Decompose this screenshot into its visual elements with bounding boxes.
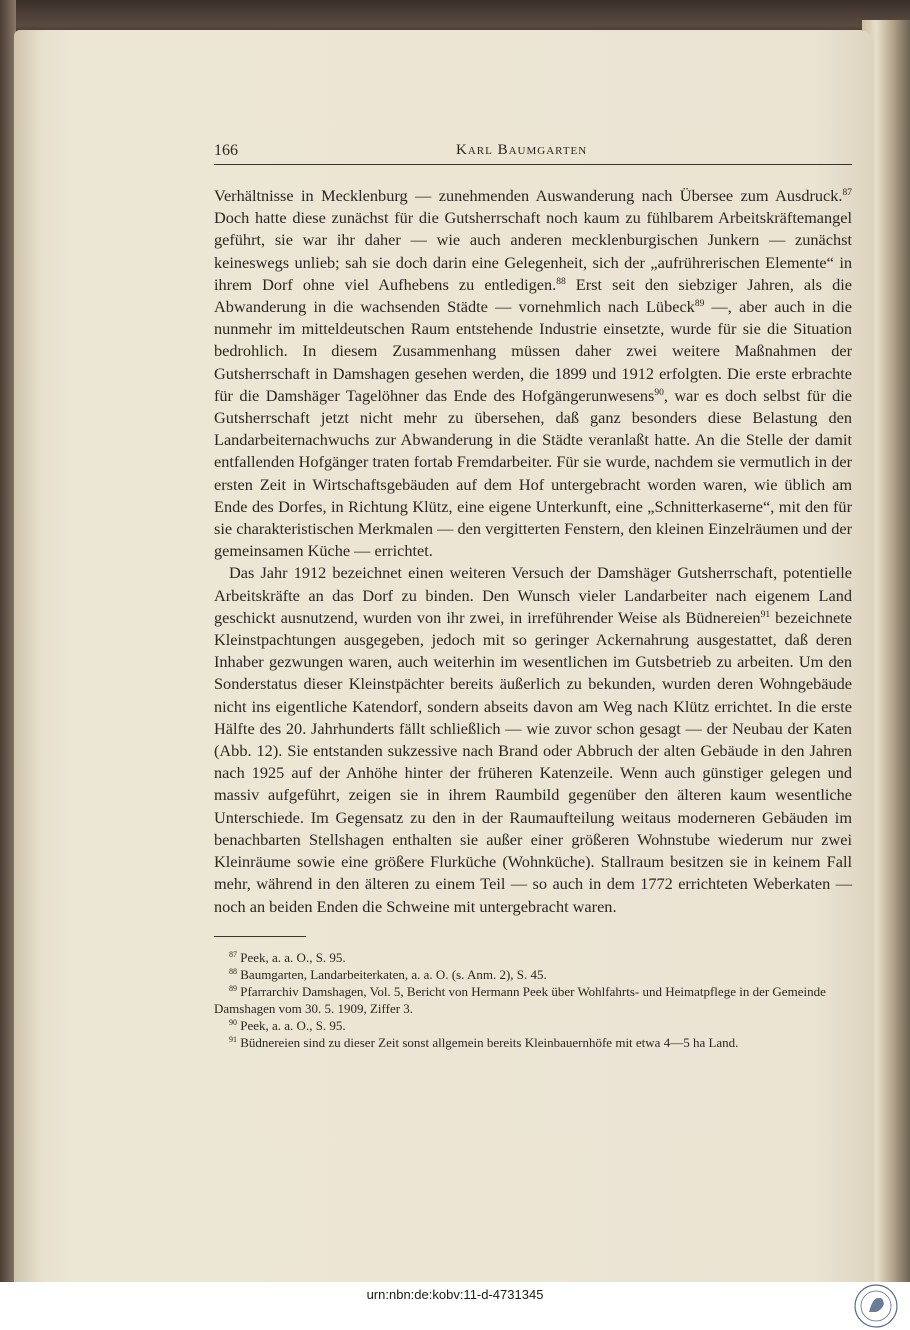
footnote [214,966,852,983]
footnotes [214,949,852,1051]
footnote-number: 90 [229,1017,237,1027]
text-segment: —, aber auch in die nunmehr im mitteldeutschen Raum entstehende Industrie einsetzte, wurde für sie die Situation bedrohlich. In diesem Zusammenhang müssen daher zwei weitere Maßnahmen der Gutsherrschaft in Damshagen gesehen werden, die 1899 und 1912 erfolgten. Die erste erbrachte für die Damshäger Tagelöhner das Ende des Hofgängerunwesens [214,297,852,405]
footnote-number: 91 [229,1034,237,1044]
footnote [214,949,852,966]
paragraph [214,185,852,562]
footnote-ref: 91 [760,609,771,620]
footnote-ref: 87 [842,188,852,198]
footnote-rule [214,936,306,937]
footnote-ref: 90 [654,387,664,398]
footnote-text: Peek, a. a. O., S. 95. [237,1017,346,1033]
text-segment: Doch hatte diese zunächst für die Gutsherrschaft noch kaum zu fühlbarem Arbeitskräftemangel geführt, sie war ihr daher — wie auch anderen mecklenburgischen Junkern — zunächst keineswegs unlieb; sah sie doch darin eine Gelegenheit, sich der „aufrührerischen Elemente“ in ihrem Dorf ohne viel Aufhebens zu entledigen. [214,208,852,294]
footnote [214,983,852,1017]
footnote-text: Pfarrarchiv Damshagen, Vol. 5, Bericht von Hermann Peek über Wohlfahrts- und Heimatpflege in der Gemeinde Damshagen vom 30. 5. 1909, Ziffer 3. [214,983,826,1016]
text-segment: Das Jahr 1912 bezeichnet einen weiteren Versuch der Damshäger Gutsherrschaft, potentielle Arbeitskräfte an das Dorf zu binden. Den Wunsch vieler Landarbeiter nach eigenem Land geschickt ausnutzend, wurden von ihr zwei, in irreführender Weise als Büdnereien [214,563,852,627]
book-page [14,30,874,1282]
footnote-text: Peek, a. a. O., S. 95. [237,949,346,965]
footnote-text: Baumgarten, Landarbeiterkaten, a. a. O. (s. Anm. 2), S. 45. [237,966,547,982]
text-segment: Erst seit den siebziger Jahren, als die Abwanderung in die wachsenden Städte — vornehmlich nach Lübeck [214,274,853,317]
footnote-number: 89 [229,983,237,993]
footnote [214,1017,852,1034]
footnote-number: 88 [229,966,237,976]
text-segment: bezeichnete Kleinstpachtungen ausgegeben, jedoch mit so geringer Ackernahrung ausgestattet, daß deren Inhaber gezwungen waren, auch weiterhin im wesentlichen im Gutsbetrieb zu arbeiten. Um den Sonderstatus dieser Kleinstpächter bereits äußerlich zu bekunden, wurden deren Wohngebäude nicht ins eigentliche Katendorf, sondern abseits davon am Weg nach Klütz errichtet. In die erste Hälfte des 20. Jahrhunderts fällt schließlich — wie zuvor schon gesagt — der Neubau der Katen (Abb. 12). Sie entstanden sukzessive nach Brand oder Abbruch der alten Gebäude in den Jahren nach 1925 auf der Anhöhe hinter der früheren Katenzeile. Wenn auch günstiger gelegen und massiv aufgeführt, zeigen sie in ihrem Raumbild gegenüber den älteren kaum wesentliche Unterschiede. Im Gegensatz zu den in der Raumaufteilung weitaus moderneren Gebäuden im benachbarten Stellshagen enthalten sie außer einer größeren Wohnstube wiederum nur zwei Kleinräume sowie eine größere Flurküche (Wohnküche). Stallraum besitzen sie in keinem Fall mehr, während in den älteren zu einem Teil — so auch in dem 1772 errichteten Weberkaten — noch an beiden Enden die Schweine mit untergebracht waren. [214,607,852,916]
page-content [214,138,852,1051]
footnote [214,1034,852,1051]
running-title: Karl Baumgarten [456,142,588,158]
footnote-number: 87 [229,949,237,959]
paragraph [214,562,852,917]
footnote-ref: 88 [556,276,566,287]
footnote-ref: 89 [694,299,705,310]
text-segment: , war es doch selbst für die Gutsherrschaft jetzt nicht mehr zu übersehen, daß ganz besonders diese Belastung den Landarbeiternachwuchs zur Abwanderung in die Städte veranlaßt hatte. An die Stelle der damit entfallenden Hofgänger traten fortab Fremdarbeiter. Für sie wurde, nachdem sie vermutlich in der ersten Zeit in Wirtschaftsgebäuden auf dem Hof untergebracht worden waren, wie üblich am Ende des Dorfes, in Richtung Klütz, eine eigene Unterkunft, eine „Schnitterkaserne“, mit den für sie charakteristischen Merkmalen — den vergitterten Fenstern, den kleinen Einzelräumen und der gemeinsamen Küche — errichtet. [214,385,852,561]
body-text [214,185,852,918]
footnote-text: Büdnereien sind zu dieser Zeit sonst allgemein bereits Kleinbauernhöfe mit etwa 4—5 ha Land. [237,1034,739,1050]
running-head [214,138,852,165]
text-segment: Verhältnisse in Mecklenburg — zunehmenden Auswanderung nach Übersee zum Ausdruck. [214,186,843,205]
page-number: 166 [214,142,238,159]
library-seal-icon [852,1282,900,1330]
urn-identifier: urn:nbn:de:kobv:11-d-4731345 [366,1287,544,1302]
